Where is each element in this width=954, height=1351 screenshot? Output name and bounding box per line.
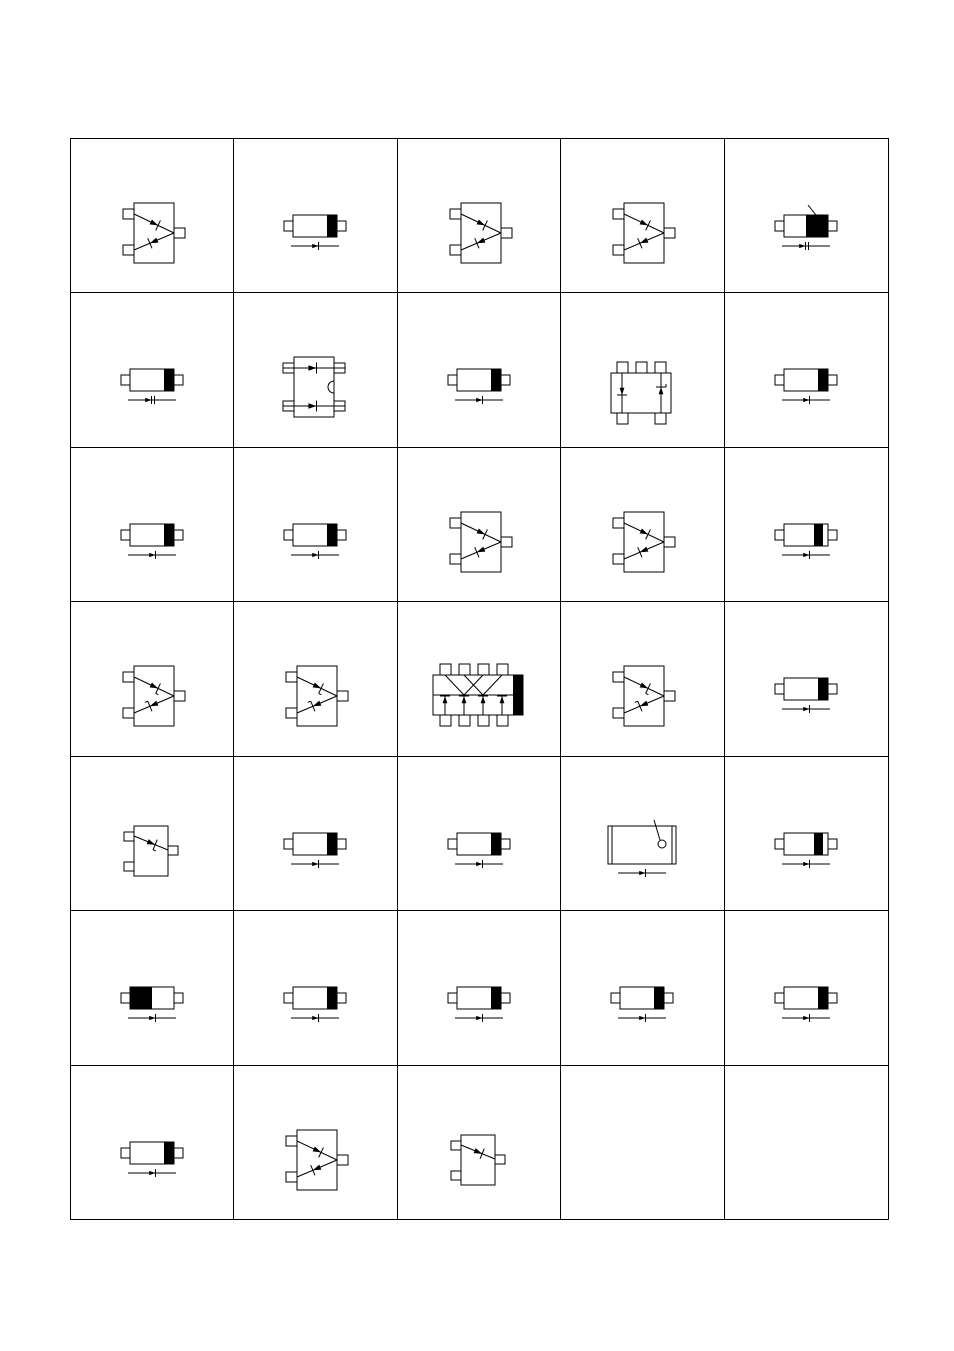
table-cell bbox=[233, 910, 397, 1064]
diode-arrow bbox=[150, 701, 159, 707]
component-symbol bbox=[70, 756, 234, 910]
diode-arrow bbox=[799, 244, 805, 248]
cathode-band bbox=[491, 987, 501, 1009]
axial-diode-symbol bbox=[121, 1142, 183, 1177]
sot23-single-diode-symbol bbox=[451, 1135, 505, 1185]
cathode-bar bbox=[638, 238, 642, 248]
axial-diode-symbol bbox=[611, 987, 673, 1022]
component-symbol bbox=[397, 138, 561, 292]
cathode-bar bbox=[480, 1149, 484, 1159]
cathode-bar bbox=[475, 547, 479, 557]
cathode-bar bbox=[156, 220, 161, 230]
axial-diode-symbol bbox=[284, 987, 346, 1022]
table-cell bbox=[70, 138, 234, 292]
diode-arrow bbox=[443, 696, 448, 703]
diode-arrow bbox=[477, 529, 485, 535]
pin-2 bbox=[286, 1172, 297, 1182]
pin-1 bbox=[450, 209, 461, 219]
component-symbol bbox=[724, 1065, 888, 1219]
cathode-band bbox=[327, 524, 337, 546]
component-symbol bbox=[560, 756, 724, 910]
axial-diode-symbol bbox=[284, 215, 346, 250]
diode-arrow bbox=[312, 862, 318, 866]
lead-right bbox=[828, 375, 837, 385]
axial-diode-symbol bbox=[121, 987, 183, 1022]
diode-arrow bbox=[640, 220, 648, 226]
lead-right bbox=[501, 993, 510, 1003]
axial-diode-symbol bbox=[448, 833, 510, 868]
axial-diode-symbol bbox=[775, 524, 837, 559]
component-symbol bbox=[70, 601, 234, 755]
component-symbol bbox=[724, 292, 888, 446]
cathode-bar bbox=[148, 701, 152, 711]
pin-3 bbox=[501, 228, 512, 238]
pin-top bbox=[459, 664, 470, 675]
cathode-bar bbox=[646, 529, 651, 539]
component-symbol bbox=[560, 447, 724, 601]
package-body bbox=[134, 203, 174, 263]
table-cell bbox=[70, 292, 234, 446]
lead-right bbox=[501, 375, 510, 385]
component-symbol bbox=[233, 910, 397, 1064]
cathode-band bbox=[164, 1142, 174, 1164]
lead-left bbox=[121, 1148, 130, 1158]
table-cell bbox=[70, 1065, 234, 1219]
pin-1 bbox=[286, 672, 297, 682]
lead-left bbox=[448, 839, 457, 849]
pin-1 bbox=[613, 209, 624, 219]
table-cell bbox=[397, 910, 561, 1064]
lead-left bbox=[284, 221, 293, 231]
component-symbol bbox=[397, 447, 561, 601]
axial-diode-symbol bbox=[775, 369, 837, 404]
cathode-bar bbox=[148, 238, 152, 248]
sot23-dual-zener-symbol bbox=[613, 666, 675, 726]
lead-right bbox=[174, 1148, 183, 1158]
lead-left bbox=[284, 993, 293, 1003]
table-cell bbox=[724, 447, 888, 601]
pin-1 bbox=[124, 832, 134, 841]
table-cell bbox=[397, 1065, 561, 1219]
pin-3 bbox=[337, 691, 348, 701]
pin-bottom bbox=[617, 413, 628, 424]
cathode-band bbox=[818, 369, 828, 391]
cathode-bar bbox=[311, 1165, 315, 1175]
pin-2 bbox=[450, 554, 461, 564]
dual-diode-package-symbol bbox=[283, 357, 345, 417]
component-symbol bbox=[233, 292, 397, 446]
cathode-band bbox=[130, 987, 152, 1009]
table-cell bbox=[724, 138, 888, 292]
sot23-dual-diode-symbol bbox=[613, 512, 675, 572]
diode-arrow bbox=[145, 398, 151, 402]
lead-right bbox=[828, 993, 837, 1003]
zener-tick bbox=[308, 701, 311, 702]
diode-arrow bbox=[147, 839, 156, 845]
lead-right bbox=[828, 221, 837, 231]
component-symbol bbox=[70, 447, 234, 601]
pin-top bbox=[478, 664, 489, 675]
cathode-band bbox=[818, 987, 828, 1009]
package-body bbox=[297, 1130, 337, 1190]
package-body bbox=[134, 826, 168, 876]
table-cell bbox=[724, 756, 888, 910]
pin-top bbox=[636, 362, 647, 373]
pin-top bbox=[440, 664, 451, 675]
pin-1 bbox=[450, 518, 461, 528]
table-cell bbox=[724, 601, 888, 755]
marker-dot bbox=[658, 840, 666, 848]
marker-line bbox=[808, 205, 816, 215]
sot23-dual-diode-symbol bbox=[286, 1130, 348, 1190]
diode-arrow bbox=[476, 1016, 482, 1020]
diode-arrow bbox=[659, 387, 664, 394]
lead-right bbox=[337, 993, 346, 1003]
diode-arrow bbox=[150, 220, 158, 226]
lead-right bbox=[174, 375, 183, 385]
package-body bbox=[461, 1135, 495, 1185]
diode-arrow bbox=[313, 701, 322, 707]
lead-left bbox=[775, 684, 784, 694]
axial-diode-symbol bbox=[775, 987, 837, 1022]
cathode-band bbox=[814, 524, 823, 546]
cathode-band bbox=[164, 369, 174, 391]
package-body bbox=[624, 666, 664, 726]
table-cell bbox=[233, 292, 397, 446]
diode-arrow bbox=[640, 547, 649, 553]
pin-2 bbox=[124, 862, 134, 871]
sot23-dual-diode-symbol bbox=[450, 512, 512, 572]
diode-arrow bbox=[313, 683, 321, 689]
lead-right bbox=[337, 530, 346, 540]
diode-arrow bbox=[803, 398, 809, 402]
component-symbol bbox=[724, 447, 888, 601]
diode-arrow bbox=[476, 862, 482, 866]
sot23-dual-zener-symbol bbox=[286, 666, 348, 726]
table-cell bbox=[70, 756, 234, 910]
component-symbol bbox=[560, 910, 724, 1064]
package-body bbox=[461, 203, 501, 263]
cathode-bar bbox=[156, 683, 161, 693]
melf-diode-symbol bbox=[608, 820, 676, 877]
diode-arrow bbox=[150, 238, 159, 244]
zener-tick bbox=[646, 693, 649, 694]
component-symbol bbox=[724, 910, 888, 1064]
diode-arrow bbox=[803, 862, 809, 866]
pin-bottom bbox=[440, 715, 451, 726]
cathode-band bbox=[818, 678, 828, 700]
component-symbol bbox=[724, 756, 888, 910]
pin-1 bbox=[613, 518, 624, 528]
table-cell bbox=[233, 1065, 397, 1219]
diode-arrow bbox=[308, 365, 316, 370]
diode-arrow bbox=[639, 871, 645, 875]
pin-2 bbox=[613, 708, 624, 718]
pin-3 bbox=[664, 537, 675, 547]
sot23-dual-diode-symbol bbox=[613, 203, 675, 263]
pin-2 bbox=[123, 708, 134, 718]
package-body bbox=[297, 666, 337, 726]
table-cell bbox=[560, 910, 724, 1064]
pin-3 bbox=[174, 691, 185, 701]
lead-right bbox=[337, 221, 346, 231]
diode-arrow bbox=[620, 388, 625, 395]
pin-3 bbox=[664, 691, 675, 701]
diode-arrow bbox=[474, 1148, 483, 1154]
table-cell bbox=[560, 292, 724, 446]
component-symbol bbox=[233, 601, 397, 755]
internal-line bbox=[445, 675, 464, 695]
diode-arrow bbox=[803, 1016, 809, 1020]
axial-diode-symbol bbox=[775, 833, 837, 868]
zener-tick bbox=[635, 701, 638, 702]
table-cell bbox=[560, 756, 724, 910]
pin-1 bbox=[123, 209, 134, 219]
lead-left bbox=[284, 530, 293, 540]
diode-arrow bbox=[308, 403, 316, 408]
component-symbol bbox=[397, 601, 561, 755]
diode-arrow bbox=[477, 238, 486, 244]
cathode-bar bbox=[646, 683, 651, 693]
axial-diode-symbol bbox=[284, 833, 346, 868]
diode-arrow bbox=[500, 696, 505, 703]
cathode-bar bbox=[646, 220, 651, 230]
sot23-single-zener-symbol bbox=[124, 826, 178, 876]
pin-3 bbox=[174, 228, 185, 238]
table-cell bbox=[560, 1065, 724, 1219]
pin-1 bbox=[613, 672, 624, 682]
diode-arrow bbox=[481, 696, 486, 703]
axial-diode-symbol bbox=[121, 524, 183, 559]
lead-left bbox=[121, 530, 130, 540]
diode-arrow bbox=[312, 244, 318, 248]
pin-3 bbox=[337, 1155, 348, 1165]
cathode-band bbox=[327, 215, 337, 237]
pin-2 bbox=[286, 708, 297, 718]
table-cell bbox=[397, 447, 561, 601]
component-symbol bbox=[560, 138, 724, 292]
lead-left bbox=[775, 839, 784, 849]
sot23-dual-zener-symbol bbox=[123, 666, 185, 726]
table-cell bbox=[70, 447, 234, 601]
cathode-band bbox=[327, 833, 337, 855]
diode-arrow bbox=[477, 547, 486, 553]
axial-zener-bidirectional-symbol bbox=[121, 369, 183, 404]
pin-bottom bbox=[459, 715, 470, 726]
lead-left bbox=[775, 221, 784, 231]
component-symbol bbox=[70, 292, 234, 446]
cathode-bar bbox=[638, 547, 642, 557]
table-cell bbox=[233, 138, 397, 292]
table-cell bbox=[233, 756, 397, 910]
cathode-band bbox=[491, 369, 501, 391]
lead-right bbox=[174, 530, 183, 540]
cathode-band bbox=[814, 833, 823, 855]
pin-3 bbox=[168, 846, 178, 855]
table-cell bbox=[70, 910, 234, 1064]
axial-diode-symbol bbox=[448, 369, 510, 404]
zener-tick bbox=[156, 693, 159, 694]
axial-diode-symbol bbox=[284, 524, 346, 559]
diode-arrow bbox=[313, 1147, 321, 1153]
lead-right bbox=[501, 839, 510, 849]
cathode-bar bbox=[638, 701, 642, 711]
pin-3 bbox=[664, 228, 675, 238]
component-symbol bbox=[724, 601, 888, 755]
lead-left bbox=[775, 375, 784, 385]
diode-arrow bbox=[462, 696, 467, 703]
pin-3 bbox=[501, 537, 512, 547]
pin-2 bbox=[450, 245, 461, 255]
component-symbol bbox=[397, 1065, 561, 1219]
pin-bottom bbox=[497, 715, 508, 726]
component-symbol bbox=[233, 138, 397, 292]
diode-arrow bbox=[803, 553, 809, 557]
package-body bbox=[461, 512, 501, 572]
zener-tick bbox=[145, 701, 148, 702]
table-cell bbox=[560, 138, 724, 292]
table-cell bbox=[724, 1065, 888, 1219]
table-cell bbox=[397, 138, 561, 292]
pin-top bbox=[617, 362, 628, 373]
lead-left bbox=[448, 993, 457, 1003]
component-symbol bbox=[397, 292, 561, 446]
component-symbol bbox=[724, 138, 888, 292]
table-cell bbox=[724, 292, 888, 446]
zener-tick bbox=[319, 693, 322, 694]
pin-3 bbox=[495, 1155, 505, 1164]
component-symbol bbox=[560, 601, 724, 755]
diode-arrow bbox=[640, 683, 648, 689]
component-symbol bbox=[397, 756, 561, 910]
cathode-band bbox=[806, 215, 828, 237]
pin-bottom bbox=[478, 715, 489, 726]
sot-tvs-array-symbol bbox=[611, 362, 671, 424]
lead-right bbox=[828, 684, 837, 694]
cathode-band bbox=[327, 987, 337, 1009]
diode-arrow bbox=[803, 707, 809, 711]
cathode-bar bbox=[483, 220, 488, 230]
pin-1 bbox=[123, 672, 134, 682]
component-symbol bbox=[560, 292, 724, 446]
cathode-bar bbox=[153, 840, 157, 850]
diode-arrow bbox=[640, 529, 648, 535]
component-symbol bbox=[70, 138, 234, 292]
orientation-notch bbox=[328, 381, 334, 393]
diode-arrow bbox=[477, 220, 485, 226]
pin-top bbox=[497, 664, 508, 675]
diode-arrow bbox=[313, 1165, 322, 1171]
table-cell bbox=[70, 601, 234, 755]
diode-arrow bbox=[476, 398, 482, 402]
diode-arrow bbox=[149, 553, 155, 557]
table-cell bbox=[233, 447, 397, 601]
lead-left bbox=[121, 993, 130, 1003]
zener-tick bbox=[153, 850, 156, 851]
pin-2 bbox=[613, 554, 624, 564]
lead-left bbox=[121, 375, 130, 385]
lead-left bbox=[448, 375, 457, 385]
component-symbol bbox=[70, 1065, 234, 1219]
table-cell bbox=[397, 756, 561, 910]
internal-line bbox=[483, 675, 502, 695]
quad-diode-array-symbol bbox=[433, 664, 523, 726]
cathode-band bbox=[164, 524, 174, 546]
table-cell bbox=[724, 910, 888, 1064]
pin1-marker bbox=[513, 675, 523, 715]
diode-arrow bbox=[149, 1171, 155, 1175]
lead-right bbox=[828, 839, 837, 849]
cathode-band bbox=[654, 987, 664, 1009]
marker-line bbox=[654, 820, 660, 840]
lead-left bbox=[775, 530, 784, 540]
diode-arrow bbox=[150, 683, 158, 689]
pin-1 bbox=[286, 1136, 297, 1146]
diode-arrow bbox=[312, 553, 318, 557]
package-body bbox=[624, 512, 664, 572]
pin-1 bbox=[451, 1141, 461, 1150]
axial-diode-symbol bbox=[775, 678, 837, 713]
lead-left bbox=[611, 993, 620, 1003]
cathode-bar bbox=[483, 529, 488, 539]
component-symbol bbox=[560, 1065, 724, 1219]
table-cell bbox=[560, 601, 724, 755]
axial-diode-symbol bbox=[448, 987, 510, 1022]
table-cell bbox=[397, 601, 561, 755]
pin-2 bbox=[613, 245, 624, 255]
cathode-bar bbox=[475, 238, 479, 248]
pin-top bbox=[655, 362, 666, 373]
diode-arrow bbox=[639, 1016, 645, 1020]
axial-zener-bidirectional-symbol bbox=[775, 205, 837, 250]
component-symbol bbox=[397, 910, 561, 1064]
diode-arrow bbox=[640, 238, 649, 244]
component-symbol bbox=[233, 756, 397, 910]
pin-bottom bbox=[655, 413, 666, 424]
component-symbol bbox=[233, 1065, 397, 1219]
diode-arrow bbox=[312, 1016, 318, 1020]
lead-right bbox=[828, 530, 837, 540]
table-cell bbox=[397, 292, 561, 446]
lead-right bbox=[337, 839, 346, 849]
pin-2 bbox=[451, 1171, 461, 1180]
lead-right bbox=[174, 993, 183, 1003]
cathode-band bbox=[491, 833, 501, 855]
package-body bbox=[134, 666, 174, 726]
cathode-bar bbox=[311, 701, 315, 711]
package-body bbox=[624, 203, 664, 263]
component-symbol bbox=[233, 447, 397, 601]
sot23-dual-diode-symbol bbox=[123, 203, 185, 263]
component-symbol bbox=[70, 910, 234, 1064]
cathode-bar bbox=[319, 1147, 324, 1157]
table-cell bbox=[560, 447, 724, 601]
table-cell bbox=[233, 601, 397, 755]
lead-right bbox=[664, 993, 673, 1003]
cathode-bar bbox=[319, 683, 324, 693]
diode-arrow bbox=[640, 701, 649, 707]
diode-arrow bbox=[149, 1016, 155, 1020]
lead-left bbox=[775, 993, 784, 1003]
pin-2 bbox=[123, 245, 134, 255]
sot23-dual-diode-symbol bbox=[450, 203, 512, 263]
lead-left bbox=[284, 839, 293, 849]
